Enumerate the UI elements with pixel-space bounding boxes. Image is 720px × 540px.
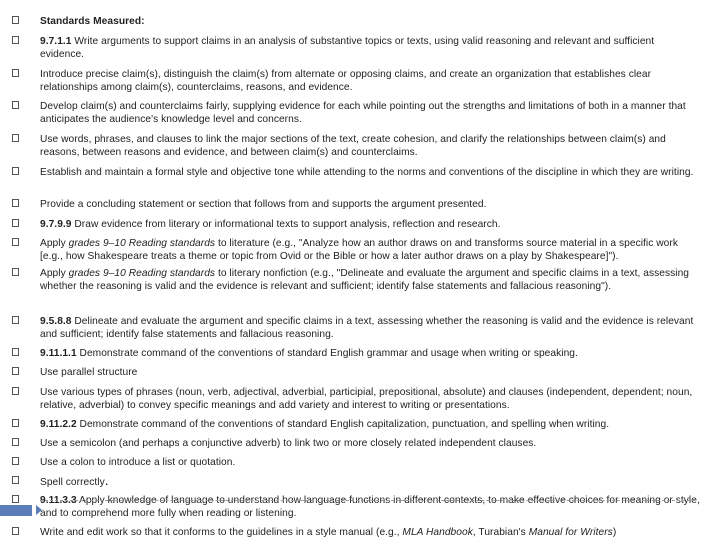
- slide-marker-arrow-icon: [36, 505, 42, 515]
- text-run: Introduce precise claim(s), distinguish the claim(s) from alternate or opposing claims, and create an organization that establishes clear relationships among claim(s), counterclaims, reasons, and evidence.: [40, 69, 652, 93]
- standard-code: 9.7.9.9: [40, 219, 72, 230]
- checkbox-bullet-icon: [12, 419, 19, 427]
- text-run: Use words, phrases, and clauses to link the major sections of the text, create cohesion, and clarify the relationships between claim(s) and reasons, between reasons and evidence, and between claim(s) and counterclaims.: [40, 134, 666, 158]
- standard-text: [40, 35, 700, 61]
- checkbox-bullet-icon: [12, 367, 19, 375]
- standard-text: [40, 315, 700, 341]
- text-run: .: [104, 472, 109, 488]
- standard-text: [40, 418, 700, 431]
- text-run: Establish and maintain a formal style and objective tone while attending to the norms and conventions of the discipline in which they are writing.: [40, 167, 694, 178]
- checkbox-bullet-icon: [12, 238, 19, 246]
- text-run: Provide a concluding statement or section that follows from and supports the argument presented.: [40, 199, 487, 210]
- text-run: Demonstrate command of the conventions of standard English capitalization, punctuation, and spelling when writing.: [76, 419, 610, 430]
- checkbox-bullet-icon: [12, 495, 19, 503]
- standard-text: [40, 494, 700, 520]
- standard-text: [40, 218, 700, 231]
- checkbox-bullet-icon: [12, 387, 19, 395]
- text-run: Develop claim(s) and counterclaims fairly, supplying evidence for each while pointing out the strengths and limitations of both in a manner that anticipates the audience's knowledge level and concerns.: [40, 101, 686, 125]
- checkbox-bullet-icon: [12, 199, 19, 207]
- text-run: Use a semicolon (and perhaps a conjunctive adverb) to link two or more closely related independent clauses.: [40, 438, 537, 449]
- text-run: , Turabian's: [472, 527, 529, 538]
- dashed-divider: [40, 500, 695, 501]
- checkbox-bullet-icon: [12, 348, 19, 356]
- standard-code: 9.11.2.2: [40, 419, 77, 430]
- checkbox-bullet-icon: [12, 101, 19, 109]
- text-run: Draw evidence from literary or informational texts to support analysis, reflection and research.: [71, 219, 501, 230]
- standard-code: 9.5.8.8: [40, 316, 72, 327]
- standard-text: [40, 166, 700, 179]
- standard-text: [40, 472, 700, 489]
- text-run: Spell correctly: [40, 477, 105, 488]
- standard-text: [40, 133, 700, 159]
- text-run: Apply knowledge of language to understand how language functions in different contexts, to make effective choices for meaning or style, and to comprehend more fully when reading or listening.: [40, 495, 700, 519]
- text-run: MLA Handbook: [402, 527, 473, 538]
- text-run: Use a colon to introduce a list or quotation.: [40, 457, 236, 468]
- standard-text: [40, 267, 700, 293]
- text-run: Demonstrate command of the conventions of standard English grammar and usage when writing or speaking.: [76, 348, 578, 359]
- checkbox-bullet-icon: [12, 16, 19, 24]
- checkbox-bullet-icon: [12, 134, 19, 142]
- text-run: Write and edit work so that it conforms to the guidelines in a style manual (e.g.,: [40, 527, 403, 538]
- standard-text: [40, 456, 700, 469]
- text-run: Delineate and evaluate the argument and specific claims in a text, assessing whether the reasoning is valid and the evidence is relevant and sufficient; identify false statements and fallacious reasoning.: [40, 316, 694, 340]
- standard-text: [40, 100, 700, 126]
- standard-text: [40, 237, 700, 263]
- standard-text: [40, 347, 700, 360]
- checkbox-bullet-icon: [12, 438, 19, 446]
- text-run: to literary nonfiction (e.g., "Delineate and evaluate the argument and specific claims in a text, assessing whether the reasoning is valid and the evidence is relevant and sufficient; identify false statements and fallacious reasoning").: [40, 268, 690, 292]
- standard-text: [40, 366, 700, 379]
- text-run: Standards Measured:: [40, 16, 145, 27]
- checkbox-bullet-icon: [12, 219, 19, 227]
- standard-text: [40, 386, 700, 412]
- standard-text: [40, 437, 700, 450]
- standard-text: [40, 198, 700, 211]
- text-run: Use parallel structure: [40, 367, 138, 378]
- standard-text: [40, 68, 700, 94]
- standard-text: [40, 526, 700, 539]
- checkbox-bullet-icon: [12, 476, 19, 484]
- checkbox-bullet-icon: [12, 36, 19, 44]
- text-run: Apply: [40, 238, 69, 249]
- text-run: grades 9–10 Reading standards: [68, 238, 216, 249]
- text-run: Write arguments to support claims in an analysis of substantive topics or texts, using valid reasoning and relevant and sufficient evidence.: [40, 36, 655, 60]
- checkbox-bullet-icon: [12, 316, 19, 324]
- checkbox-bullet-icon: [12, 167, 19, 175]
- checkbox-bullet-icon: [12, 527, 19, 535]
- slide-marker: [0, 505, 32, 516]
- standard-code: 9.11.1.1: [40, 348, 77, 359]
- checkbox-bullet-icon: [12, 268, 19, 276]
- standard-code: 9.7.1.1: [40, 36, 72, 47]
- text-run: to literature (e.g., "Analyze how an author draws on and transforms source material in a specific work [e.g., how Shakespeare treats a theme or topic from Ovid or the Bible or how a later author draws on a play by Shakespeare]").: [40, 238, 678, 262]
- checkbox-bullet-icon: [12, 69, 19, 77]
- text-run: Use various types of phrases (noun, verb, adjectival, adverbial, participial, prepositional, absolute) and clauses (independent, dependent; noun, relative, adverbial) to convey specific meanings and add variety and interest to writing or presentations.: [40, 387, 693, 411]
- standard-code: 9.11.3.3: [40, 495, 77, 506]
- standard-text: [40, 15, 700, 28]
- text-run: ): [612, 527, 617, 538]
- text-run: Apply: [40, 268, 69, 279]
- checkbox-bullet-icon: [12, 457, 19, 465]
- text-run: Manual for Writers: [528, 527, 613, 538]
- text-run: grades 9–10 Reading standards: [68, 268, 216, 279]
